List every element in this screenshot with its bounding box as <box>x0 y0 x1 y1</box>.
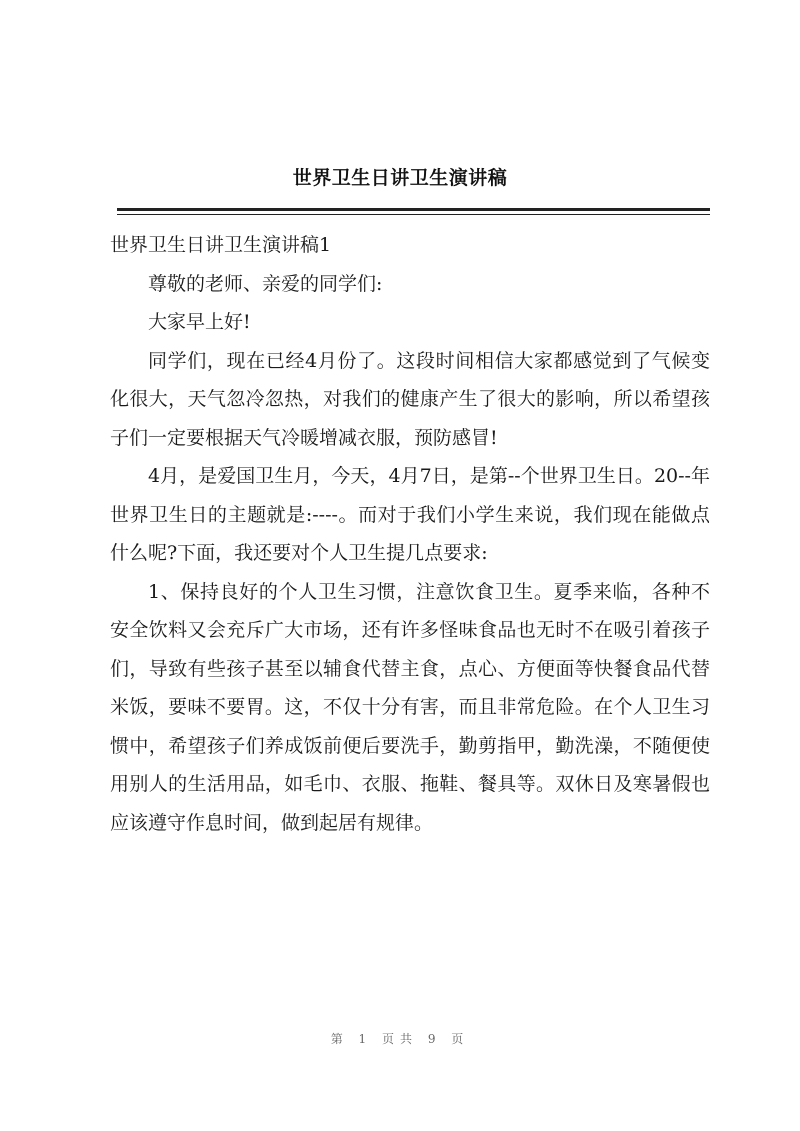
title-divider-thin <box>117 214 710 215</box>
document-body <box>110 226 710 842</box>
paragraph-weather: 同学们，现在已经4月份了。这段时间相信大家都感觉到了气候变化很大，天气忽冷忽热，对我们的健康产生了很大的影响，所以希望孩子们一定要根据天气冷暖增减衣服，预防感冒! <box>110 349 710 449</box>
page-footer: 第 1 页共 9 页 <box>330 1032 470 1046</box>
document-title: 世界卫生日讲卫生演讲稿 <box>292 167 508 189</box>
paragraph-hygiene-habits: 1、保持良好的个人卫生习惯，注意饮食卫生。夏季来临，各种不安全饮料又会充斥广大市场，还有许多怪味食品也无时不在吸引着孩子们，导致有些孩子甚至以辅食代替主食，点心、方便面等快餐食品代替米饭，要味不要胃。这，不仅十分有害，而且非常危险。在个人卫生习惯中，希望孩子们养成饭前便后要洗手，勤剪指甲，勤洗澡，不随便使用别人的生活用品，如毛巾、衣服、拖鞋、餐具等。双休日及寒暑假也应该遵守作息时间，做到起居有规律。 <box>110 580 710 834</box>
title-divider <box>117 208 710 211</box>
paragraph-salutation: 尊敬的老师、亲爱的同学们: <box>148 272 383 295</box>
paragraph-health-day: 4月，是爱国卫生月，今天，4月7日，是第--个世界卫生日。20--年世界卫生日的主题就是:----。而对于我们小学生来说，我们现在能做点什么呢?下面，我还要对个人卫生提几点要求: <box>110 465 710 564</box>
section-heading: 世界卫生日讲卫生演讲稿1 <box>110 234 332 256</box>
paragraph-greeting: 大家早上好! <box>148 311 251 333</box>
